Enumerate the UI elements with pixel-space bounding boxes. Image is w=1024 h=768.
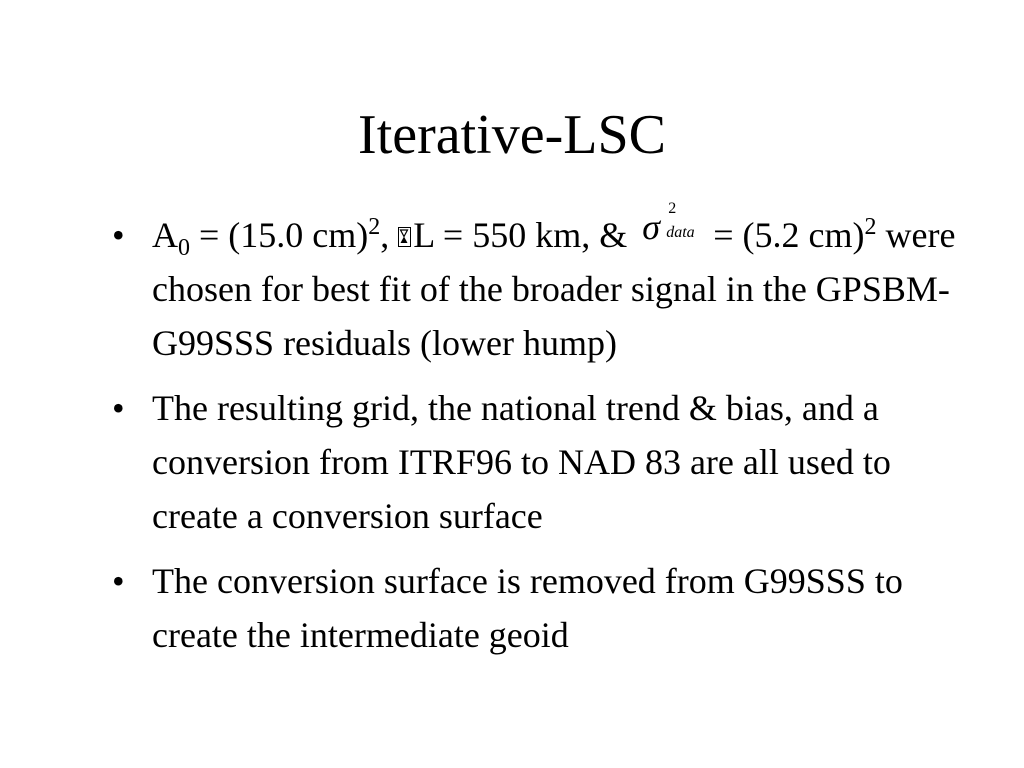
l-equation: L = 550 km, & <box>413 215 637 255</box>
a-subscript: 0 <box>178 235 190 262</box>
bullet-text: The conversion surface is removed from G99SSS to create the intermediate geoid <box>152 561 903 655</box>
cm-superscript: 2 <box>864 214 877 240</box>
a-superscript: 2 <box>368 214 381 240</box>
after-sigma: = (5.2 cm) <box>704 215 865 255</box>
bullet-item-1 <box>112 200 982 370</box>
bullet-mark: • <box>112 388 125 428</box>
separator: , <box>380 215 399 255</box>
a-letter: A <box>152 215 178 255</box>
slide-title: Iterative-LSC <box>358 104 666 166</box>
bullet-1-rest: were chosen for best fit of the broader signal in the GPSBM-G99SSS residuals (lower hump) <box>152 215 956 363</box>
bullet-mark: • <box>112 215 125 255</box>
sigma-char: σ <box>642 207 660 247</box>
bullet-list <box>112 200 982 673</box>
a-equation: = (15.0 cm) <box>190 215 369 255</box>
sigma-data-symbol <box>636 200 704 249</box>
bullet-mark: • <box>112 561 125 601</box>
bullet-item-2 <box>112 381 982 543</box>
sigma-subscript: data <box>666 224 695 241</box>
bullet-item-3 <box>112 554 982 662</box>
sigma-superscript: 2 <box>668 200 677 217</box>
delta-glyph-icon <box>398 227 411 247</box>
bullet-text: The resulting grid, the national trend & bias, and a conversion from ITRF96 to NAD 83 are all used to create a conversion surface <box>152 388 891 536</box>
bullet-text <box>152 200 956 363</box>
